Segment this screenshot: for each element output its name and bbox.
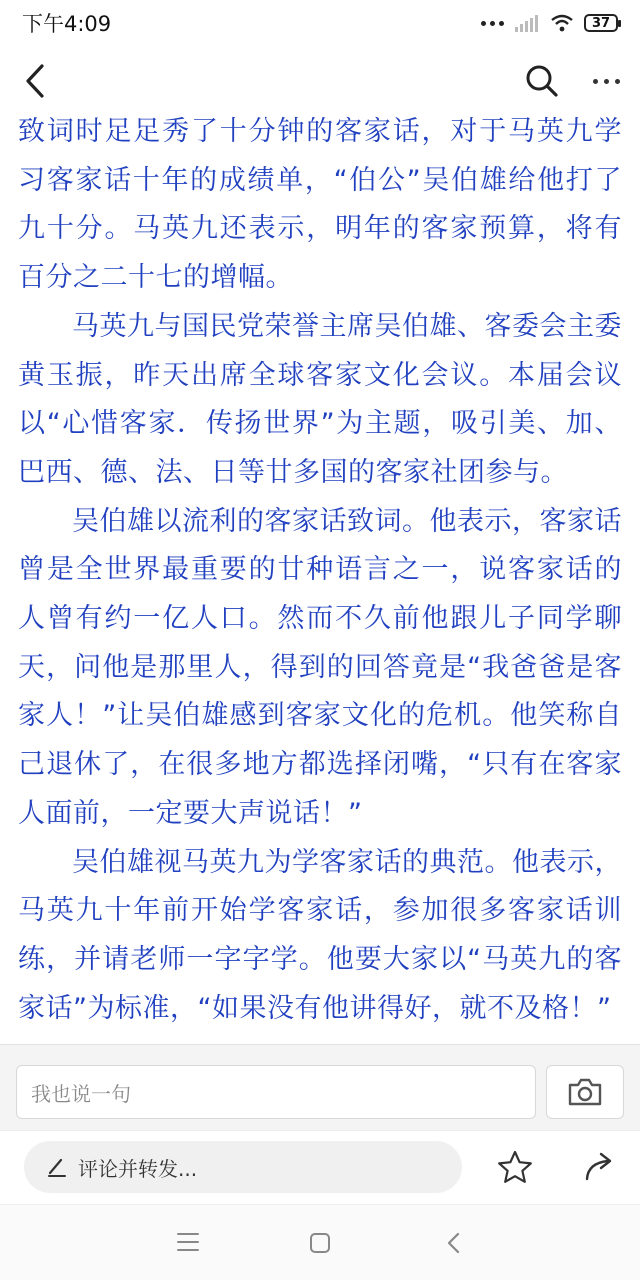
camera-icon [567,1077,603,1107]
article-paragraph: 吴伯雄视马英九为学客家话的典范。他表示，马英九十年前开始学客家话，参加很多客家话训练，并请老师一字字学。他要大家以“马英九的客家话”为标准，“如果没有他讲得好，就不及格！” [18,846,622,1024]
signal-icon [514,14,540,32]
status-icons [481,14,618,32]
article-body [0,108,640,1044]
article-paragraph: 致词时足足秀了十分钟的客家话，对于马英九学习客家话十年的成绩单，“伯公”吴伯雄给他打了九十分。马英九还表示，明年的客家预算，将有百分之二十七的增幅。 [18,116,622,294]
nav-bar [0,46,640,116]
repost-label: 评论并转发... [78,1156,198,1181]
comment-repost-button[interactable] [24,1141,462,1193]
nav-actions [525,64,620,98]
status-time: 下午4:09 [22,12,112,36]
battery-icon [584,14,618,32]
system-nav-bar [0,1204,640,1280]
wifi-icon [550,14,574,32]
pencil-icon [46,1156,68,1178]
comment-bar [0,1044,640,1130]
comment-placeholder: 我也说一句 [31,1081,131,1106]
status-bar [0,0,640,46]
home-icon[interactable] [308,1231,332,1255]
star-icon[interactable] [496,1149,534,1185]
more-dots-icon[interactable] [593,79,620,84]
menu-icon[interactable] [176,1231,200,1253]
notification-dots-icon [481,21,504,26]
search-icon[interactable] [525,64,559,98]
back-arrow-icon[interactable] [20,63,50,99]
system-back-icon[interactable] [444,1231,464,1255]
action-bar [0,1130,640,1204]
comment-input[interactable] [16,1065,536,1119]
article-paragraph: 吴伯雄以流利的客家话致词。他表示，客家话曾是全世界最重要的廿种语言之一，说客家话的人曾有约一亿人口。然而不久前他跟儿子同学聊天，问他是那里人，得到的回答竟是“我爸爸是客家人！”让吴伯雄感到客家文化的危机。他笑称自己退休了，在很多地方都选择闭嘴，“只有在客家人面前，一定要大声说话！” [18,505,622,829]
share-icon[interactable] [582,1149,616,1183]
battery-level: 37 [591,15,611,31]
camera-button[interactable] [546,1065,624,1119]
article-paragraph: 马英九与国民党荣誉主席吴伯雄、客委会主委黄玉振，昨天出席全球客家文化会议。本届会议以“心惜客家．传扬世界”为主题，吸引美、加、巴西、德、法、日等廿多国的客家社团参与。 [18,310,622,488]
